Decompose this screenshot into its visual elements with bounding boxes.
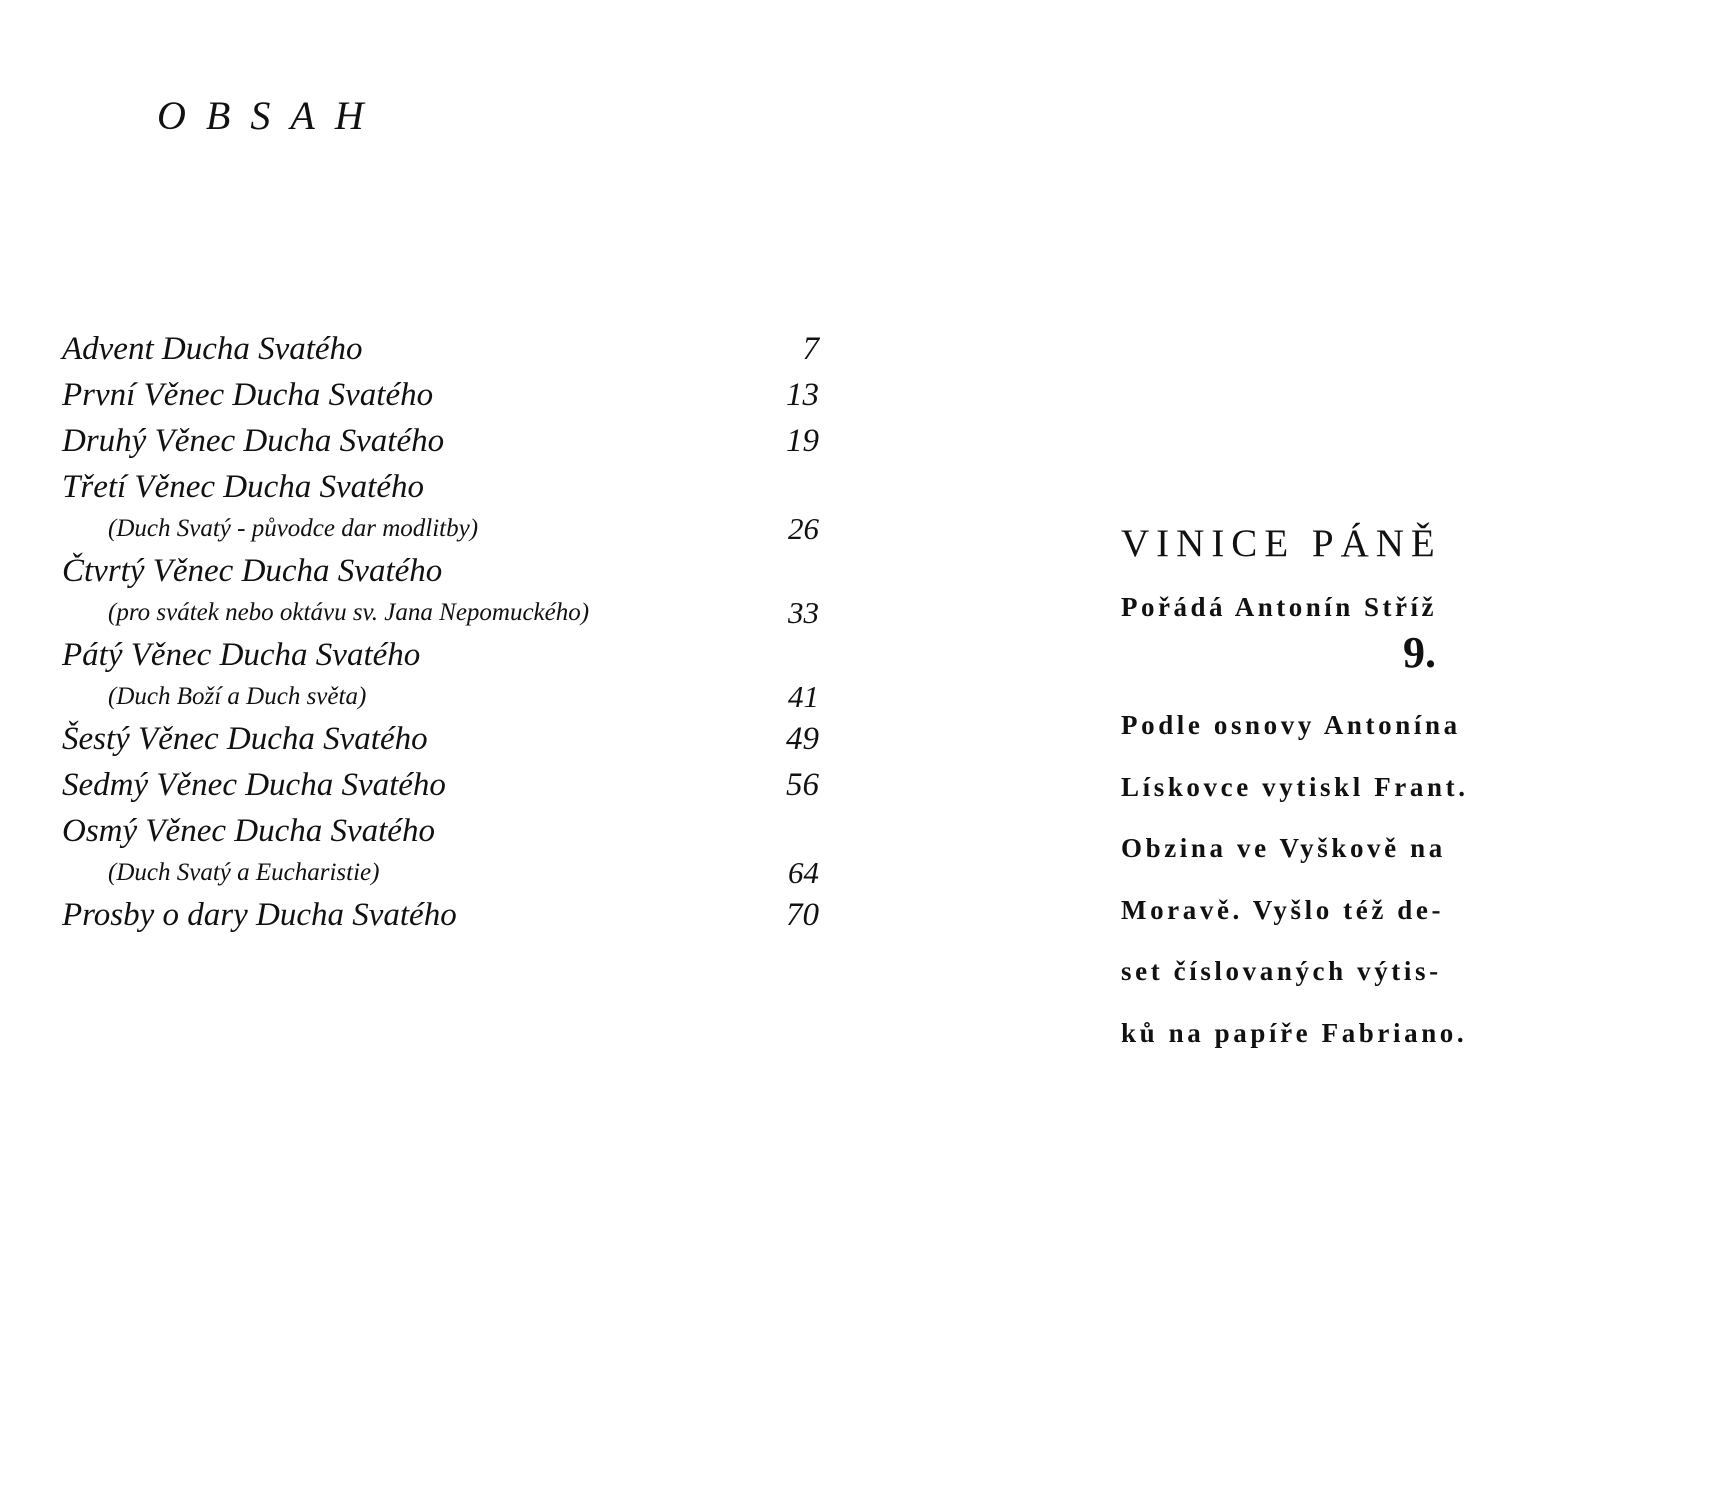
table-of-contents bbox=[62, 326, 819, 938]
imprint-line: Obzina ve Vyškově na bbox=[1121, 833, 1446, 863]
toc-entry-subtitle: (Duch Svatý a Eucharistie) bbox=[108, 859, 380, 886]
toc-entry-title: Osmý Věnec Ducha Svatého bbox=[62, 813, 435, 849]
imprint-line: Podle osnovy Antonína bbox=[1121, 710, 1461, 740]
toc-entry-title: Šestý Věnec Ducha Svatého bbox=[62, 721, 428, 757]
toc-entry-page: 41 bbox=[788, 679, 819, 714]
imprint-line: set číslovaných výtis- bbox=[1121, 956, 1442, 986]
toc-entry-page: 64 bbox=[788, 855, 819, 890]
toc-entry-title: Druhý Věnec Ducha Svatého bbox=[62, 423, 445, 459]
toc-entry-page: 19 bbox=[786, 423, 819, 459]
toc-entry-page: 33 bbox=[788, 595, 819, 630]
toc-entry-subtitle: (pro svátek nebo oktávu sv. Jana Nepomuckého) bbox=[108, 599, 590, 626]
toc-entry bbox=[62, 464, 819, 548]
page-title: OBSAH bbox=[157, 93, 384, 138]
toc-entry bbox=[62, 716, 819, 762]
toc-entry bbox=[62, 326, 819, 372]
toc-entry bbox=[62, 762, 819, 808]
toc-entry bbox=[62, 632, 819, 716]
toc-entry bbox=[62, 372, 819, 418]
toc-entry-page: 70 bbox=[786, 897, 819, 933]
toc-entry bbox=[62, 892, 819, 938]
imprint-line: ků na papíře Fabriano. bbox=[1121, 1017, 1468, 1048]
imprint-line: Moravě. Vyšlo též de- bbox=[1121, 894, 1445, 925]
toc-entry-title: První Věnec Ducha Svatého bbox=[62, 377, 434, 413]
toc-entry-subtitle: (Duch Svatý - původce dar modlitby) bbox=[108, 515, 479, 542]
toc-entry-title: Čtvrtý Věnec Ducha Svatého bbox=[62, 553, 443, 589]
toc-entry-page: 56 bbox=[786, 767, 819, 803]
toc-entry-page: 7 bbox=[802, 331, 819, 367]
toc-entry-page: 13 bbox=[786, 377, 819, 413]
toc-entry-subtitle: (Duch Boží a Duch světa) bbox=[108, 683, 367, 710]
toc-entry bbox=[62, 548, 819, 632]
toc-entry-title: Třetí Věnec Ducha Svatého bbox=[62, 469, 424, 505]
toc-entry-title: Prosby o dary Ducha Svatého bbox=[62, 897, 457, 933]
series-editor: Pořádá Antonín Stříž bbox=[1121, 592, 1438, 622]
toc-entry-title: Pátý Věnec Ducha Svatého bbox=[62, 637, 421, 673]
toc-entry bbox=[62, 808, 819, 892]
colophon bbox=[1121, 520, 1501, 1064]
toc-entry bbox=[62, 418, 819, 464]
imprint-text bbox=[1121, 695, 1501, 1064]
toc-entry-page: 26 bbox=[788, 511, 819, 546]
toc-entry-page: 49 bbox=[786, 721, 819, 757]
series-title: VINICE PÁNĚ bbox=[1121, 522, 1442, 565]
toc-entry-title: Advent Ducha Svatého bbox=[62, 331, 363, 367]
imprint-line: Lískovce vytiskl Frant. bbox=[1121, 771, 1469, 802]
toc-entry-title: Sedmý Věnec Ducha Svatého bbox=[62, 767, 446, 803]
volume-number: 9. bbox=[1403, 628, 1436, 677]
